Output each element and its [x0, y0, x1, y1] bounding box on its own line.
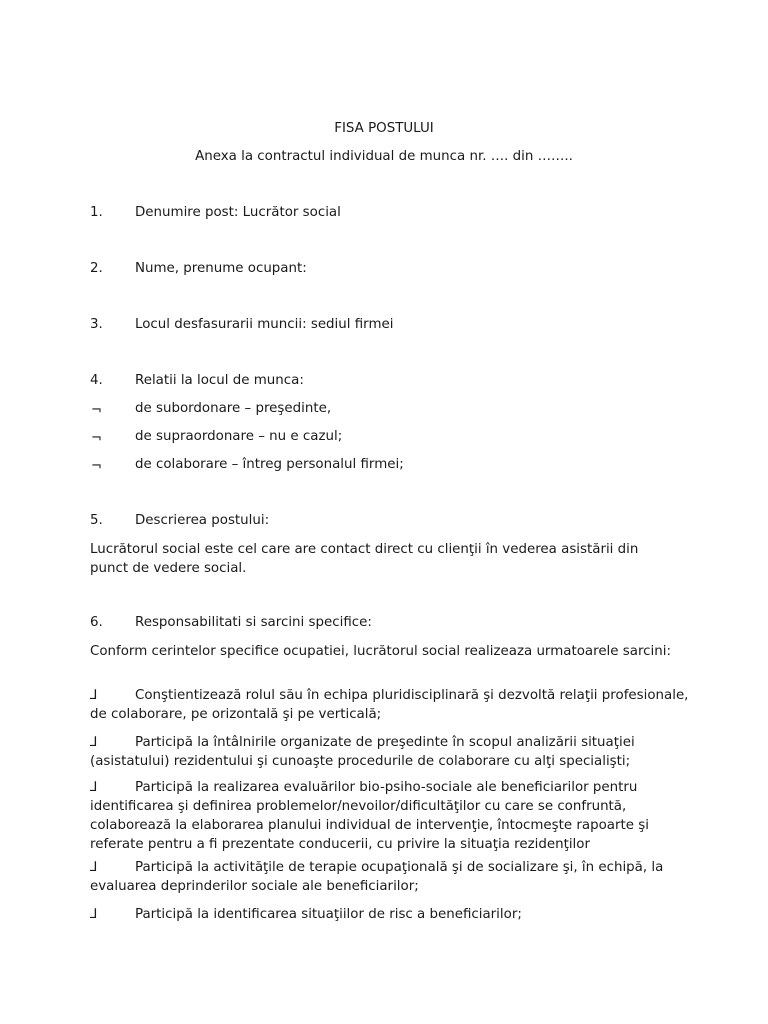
section-intro: Conform cerintelor specifice ocupatiei, lucrătorul social realizeaza urmatoarele sarcini:: [90, 644, 671, 659]
document-title: FISA POSTULUI: [334, 121, 434, 136]
bullet-icon: ¬: [91, 459, 102, 474]
task-text: Participă la identificarea situaţiilor de risc a beneficiarilor;: [135, 907, 522, 922]
section-number: 4.: [90, 373, 103, 388]
return-arrow-icon: ⅃: [90, 860, 98, 875]
task-text: Participă la întâlnirile organizate de preşedinte în scopul analizării situaţiei (asistatului) rezidentului şi cunoaşte procedurile de colaborare cu alţi specialişti;: [90, 735, 635, 769]
section-heading: Locul desfasurarii muncii: sediul firmei: [135, 317, 394, 332]
task-item: [90, 686, 690, 724]
section-heading: Nume, prenume ocupant:: [135, 261, 307, 276]
section-number: 5.: [90, 513, 103, 528]
return-arrow-icon: ⅃: [90, 780, 98, 795]
task-item: [90, 858, 690, 896]
section-heading: Descrierea postului:: [135, 513, 270, 528]
document-subtitle: Anexa la contractul individual de munca nr. …. din ……..: [195, 149, 573, 164]
section-number: 2.: [90, 261, 103, 276]
bullet-icon: ¬: [91, 403, 102, 418]
section-heading: Responsabilitati si sarcini specifice:: [135, 615, 372, 630]
list-item: de subordonare – preşedinte,: [135, 401, 332, 416]
section-number: 3.: [90, 317, 103, 332]
bullet-icon: ¬: [91, 431, 102, 446]
return-arrow-icon: ⅃: [90, 688, 98, 703]
task-text: Participă la realizarea evaluărilor bio-psiho-sociale ale beneficiarilor pentru identificarea şi definirea problemelor/nevoilor/dificultăţilor cu care se confruntă, colaborează la elaborarea planului individual de intervenţie, întocmeşte rapoarte şi referate pentru a fi prezentate conducerii, cu privire la situaţia rezidenţilor: [90, 780, 649, 852]
section-paragraph: Lucrătorul social este cel care are contact direct cu clienţii în vederea asistării din punct de vedere social.: [90, 542, 639, 576]
return-arrow-icon: ⅃: [90, 907, 98, 922]
section-number: 6.: [90, 615, 103, 630]
list-item: de supraordonare – nu e cazul;: [135, 429, 343, 444]
task-item: [90, 733, 690, 771]
section-heading: Relatii la locul de munca:: [135, 373, 304, 388]
return-arrow-icon: ⅃: [90, 735, 98, 750]
task-item: [90, 778, 690, 854]
task-item: [90, 905, 690, 924]
section-number: 1.: [90, 205, 103, 220]
section-heading: Denumire post: Lucrător social: [135, 205, 341, 220]
list-item: de colaborare – întreg personalul firmei;: [135, 457, 404, 472]
task-text: Conştientizează rolul său în echipa pluridisciplinară şi dezvoltă relaţii profesionale, de colaborare, pe orizontală şi pe verticală;: [90, 688, 689, 722]
task-text: Participă la activităţile de terapie ocupaţională şi de socializare şi, în echipă, la evaluarea deprinderilor sociale ale beneficiarilor;: [90, 860, 664, 894]
